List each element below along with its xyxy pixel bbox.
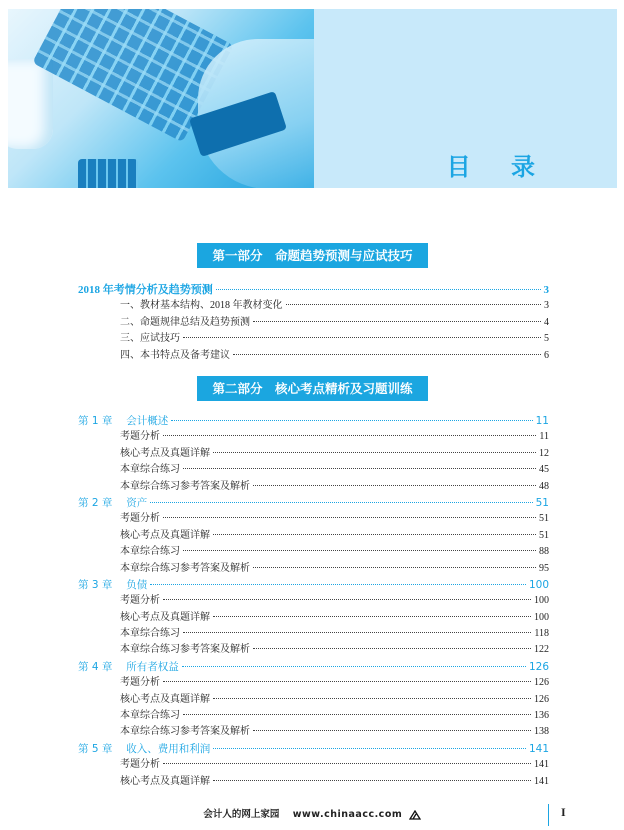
dot-leader [213, 748, 526, 749]
toc-entry-page: 126 [534, 677, 549, 689]
toc-entry-page: 3 [543, 284, 549, 296]
toc-chapter-entry[interactable] [78, 282, 549, 298]
toc-chapter-entry[interactable] [78, 741, 549, 757]
toc-entry-page: 118 [534, 628, 549, 640]
dot-leader [150, 502, 532, 503]
toc-entry[interactable] [78, 429, 549, 445]
toc-entry[interactable] [78, 610, 549, 626]
calculator-graphic [78, 159, 138, 188]
toc-entry[interactable] [78, 724, 549, 740]
toc-entry[interactable] [78, 675, 549, 691]
toc-entry[interactable] [78, 642, 549, 658]
toc-entry-label: 考题分析 [120, 759, 160, 771]
toc-entry-label: 一、教材基本结构、2018 年教材变化 [120, 300, 283, 312]
toc-entry-label: 二、命题规律总结及趋势预测 [120, 316, 250, 328]
toc-entry-label: 核心考点及真题详解 [120, 611, 210, 623]
toc-entry[interactable] [78, 315, 549, 331]
dot-leader [163, 435, 536, 436]
toc-entry[interactable] [78, 692, 549, 708]
toc-entry-label: 第 5 章 收入、费用和利润 [78, 742, 211, 755]
toc-entry-page: 45 [539, 464, 549, 476]
toc-entry-page: 51 [535, 496, 549, 509]
toc-entry-page: 141 [534, 775, 549, 787]
toc-entry-page: 122 [534, 644, 549, 656]
toc-entry-label: 三、应试技巧 [120, 333, 180, 345]
dot-leader [213, 452, 536, 453]
toc-entry[interactable] [78, 544, 549, 560]
toc-entry[interactable] [78, 446, 549, 462]
dot-leader [253, 648, 531, 649]
toc-entry-page: 11 [535, 415, 549, 427]
toc-entry-page: 95 [539, 562, 549, 574]
dot-leader [213, 616, 531, 617]
toc-entry[interactable] [78, 561, 549, 577]
dot-leader [233, 354, 541, 355]
toc-entry-label: 核心考点及真题详解 [120, 447, 210, 459]
toc-entry[interactable] [78, 774, 549, 790]
dot-leader [150, 584, 526, 585]
toc-entry-label: 本章综合练习参考答案及解析 [120, 726, 250, 738]
dot-leader [253, 321, 541, 322]
toc-entry-label: 2018 年考情分析及趋势预测 [78, 284, 213, 296]
toc-entry-label: 第 3 章 负债 [78, 578, 148, 591]
toc-entry-page: 141 [534, 759, 549, 771]
toc-entry-label: 核心考点及真题详解 [120, 529, 210, 541]
toc-entry[interactable] [78, 511, 549, 527]
toc-entry-page: 51 [539, 513, 549, 525]
toc-entry-label: 考题分析 [120, 677, 160, 689]
toc-entry-label: 核心考点及真题详解 [120, 693, 210, 705]
footer [0, 806, 624, 820]
toc-entry[interactable] [78, 757, 549, 773]
toc-chapter-entry[interactable] [78, 495, 549, 511]
part2-banner: 第二部分 核心考点精析及习题训练 [197, 376, 428, 401]
dot-leader [183, 337, 541, 338]
toc-entry-page: 6 [544, 349, 549, 361]
toc-entry-label: 本章综合练习参考答案及解析 [120, 480, 250, 492]
toc-entry-page: 88 [539, 546, 549, 558]
toc-entry-page: 126 [534, 693, 549, 705]
page-number: I [561, 805, 566, 819]
toc-entry-label: 考题分析 [120, 431, 160, 443]
toc-entry-page: 4 [544, 316, 549, 328]
toc-entry[interactable] [78, 462, 549, 478]
dot-leader [183, 632, 531, 633]
header-panel [314, 9, 617, 188]
toc-chapter-entry[interactable] [78, 577, 549, 593]
dot-leader [163, 517, 536, 518]
toc-entry-page: 3 [544, 300, 549, 312]
dot-leader [253, 730, 531, 731]
toc-entry-label: 本章综合练习参考答案及解析 [120, 644, 250, 656]
toc-chapter-entry[interactable] [78, 413, 549, 429]
part1-banner: 第一部分 命题趋势预测与应试技巧 [197, 243, 428, 268]
toc-entry-label: 考题分析 [120, 513, 160, 525]
toc-entry-page: 100 [528, 578, 549, 591]
toc-entry[interactable] [78, 331, 549, 347]
dot-leader [182, 666, 526, 667]
toc-entry[interactable] [78, 708, 549, 724]
dot-leader [163, 681, 531, 682]
toc-entry-label: 第 4 章 所有者权益 [78, 660, 179, 673]
toc-entry-page: 12 [539, 447, 549, 459]
toc-entry[interactable] [78, 626, 549, 642]
toc-entry-page: 51 [539, 529, 549, 541]
page-title: 目 录 [446, 153, 551, 181]
dot-leader [183, 714, 531, 715]
dot-leader [171, 420, 532, 421]
dot-leader [286, 304, 542, 305]
footer-url: www.chinaacc.com [292, 809, 403, 820]
toc-entry-page: 100 [534, 611, 549, 623]
toc-entry-label: 本章综合练习 [120, 710, 180, 722]
dot-leader [213, 780, 531, 781]
dot-leader [253, 567, 536, 568]
coffee-cup-graphic [8, 59, 53, 149]
toc-entry-page: 136 [534, 710, 549, 722]
dot-leader [253, 485, 536, 486]
dot-leader [183, 468, 536, 469]
dot-leader [216, 289, 541, 290]
toc-entry-label: 第 2 章 资产 [78, 496, 148, 509]
toc-entry[interactable] [78, 593, 549, 609]
toc-entry[interactable] [78, 348, 549, 364]
toc-entry-label: 本章综合练习 [120, 464, 180, 476]
chinaacc-logo-icon [409, 810, 421, 820]
toc-entry-label: 四、本书特点及备考建议 [120, 349, 230, 361]
footer-slogan: 会计人的网上家园 [203, 809, 280, 820]
dot-leader [213, 534, 536, 535]
toc-entry[interactable] [78, 479, 549, 495]
header-photo [8, 9, 314, 188]
toc-entry-label: 本章综合练习 [120, 546, 180, 558]
dot-leader [213, 698, 531, 699]
toc-entry-page: 11 [539, 431, 549, 443]
toc-entry-label: 考题分析 [120, 595, 160, 607]
dot-leader [163, 599, 531, 600]
part1-toc [78, 282, 549, 364]
page-divider [548, 804, 549, 826]
toc-entry-label: 核心考点及真题详解 [120, 775, 210, 787]
toc-entry-page: 141 [528, 742, 549, 755]
toc-entry[interactable] [78, 298, 549, 314]
toc-entry[interactable] [78, 528, 549, 544]
toc-entry-label: 本章综合练习 [120, 628, 180, 640]
toc-chapter-entry[interactable] [78, 659, 549, 675]
toc-entry-page: 100 [534, 595, 549, 607]
toc-entry-page: 138 [534, 726, 549, 738]
part2-toc [78, 413, 549, 790]
toc-entry-page: 48 [539, 480, 549, 492]
dot-leader [183, 550, 536, 551]
dot-leader [163, 763, 531, 764]
toc-entry-page: 126 [528, 660, 549, 673]
toc-entry-page: 5 [544, 333, 549, 345]
toc-entry-label: 本章综合练习参考答案及解析 [120, 562, 250, 574]
toc-entry-label: 第 1 章 会计概述 [78, 415, 169, 427]
